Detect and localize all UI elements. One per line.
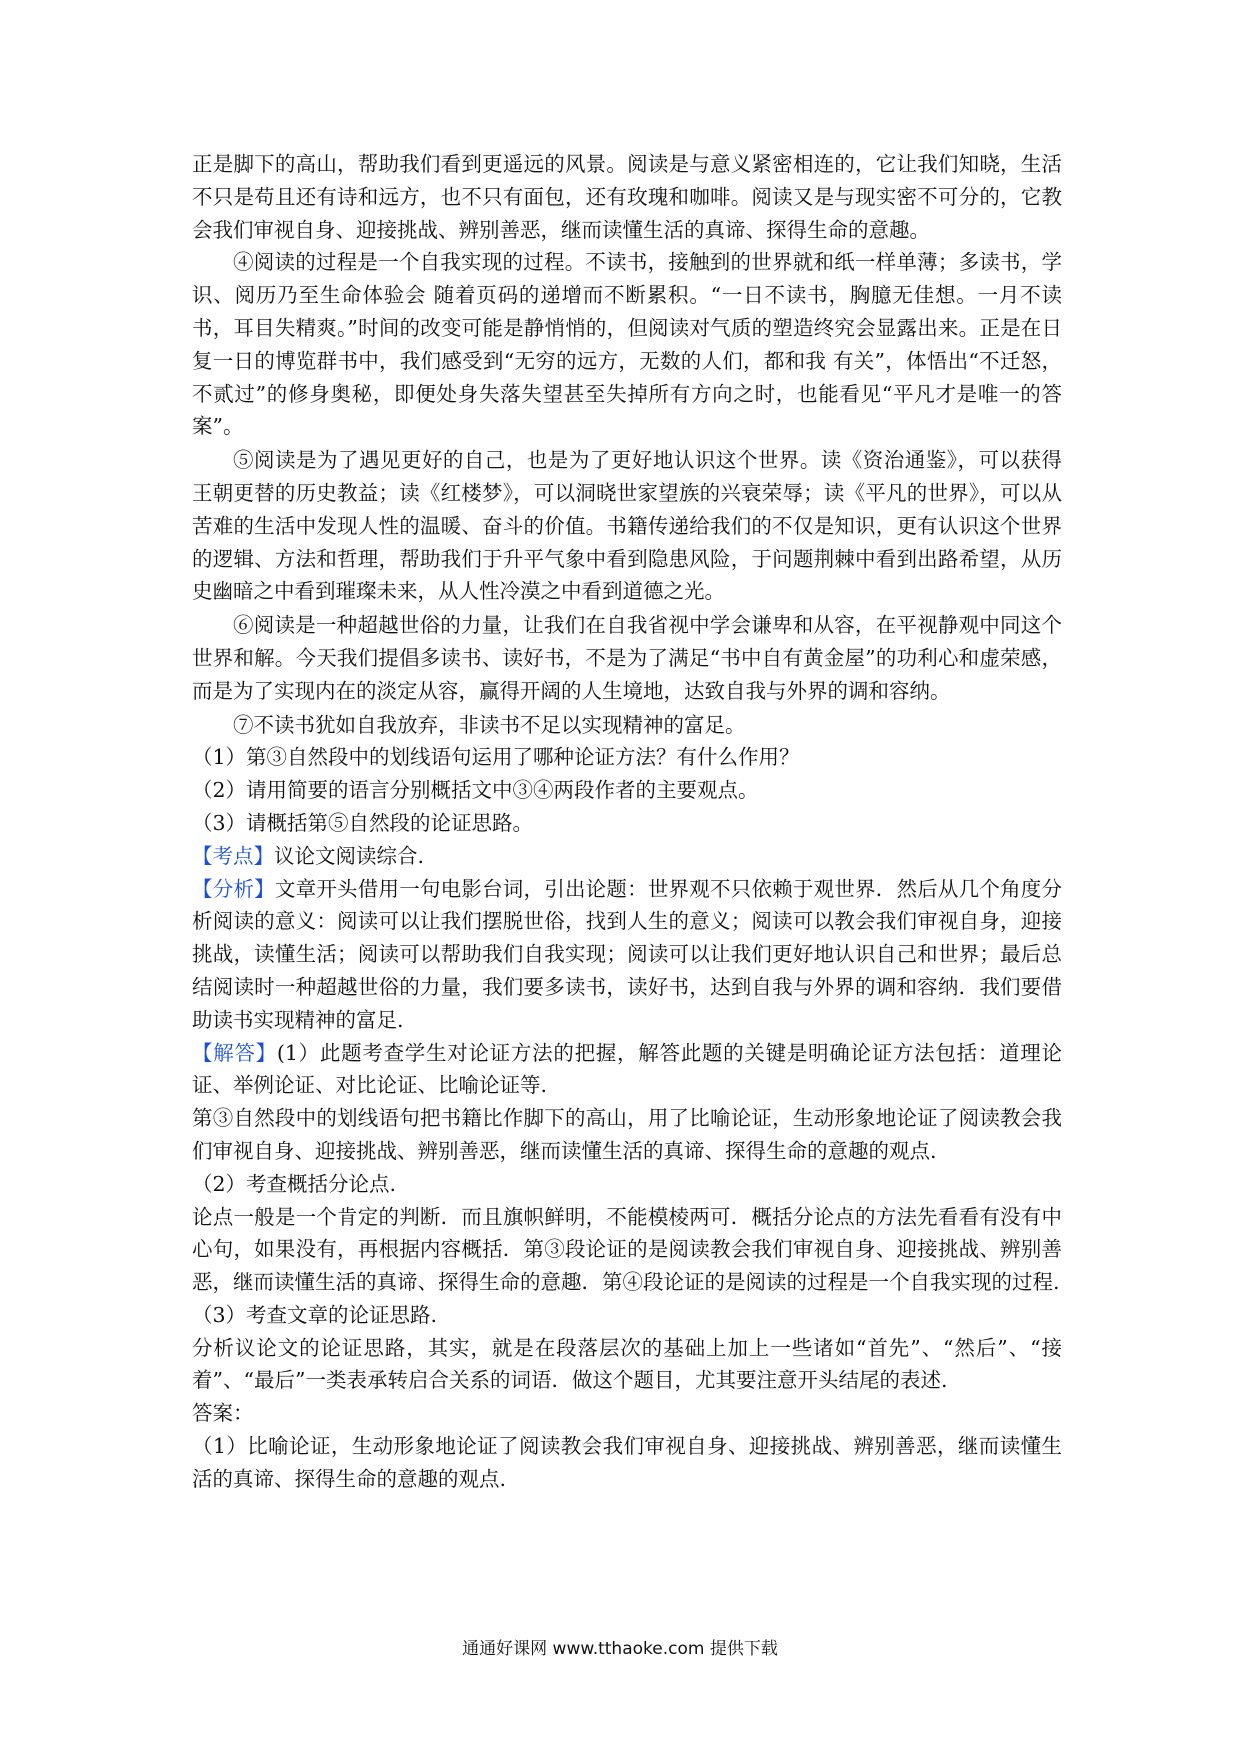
- kaodian-label: 【考点】: [192, 843, 274, 868]
- kaodian-text: 议论文阅读综合.: [274, 843, 425, 868]
- jieda-paragraph-3: （2）考查概括分论点.: [192, 1171, 397, 1196]
- jieda-paragraph-4: 论点一般是一个肯定的判断．而且旗帜鲜明，不能模棱两可．概括分论点的方法先看看有没有中心句，如果没有，再根据内容概括．第③段论证的是阅读教会我们审视自身、迎接挑战、辨别善恶，继而读懂生活的真谛、探得生命的意趣．第④段论证的是阅读的过程是一个自我实现的过程.: [192, 1204, 1062, 1295]
- jieda-paragraph-2: 第③自然段中的划线语句把书籍比作脚下的高山，用了比喻论证，生动形象地论证了阅读教会我们审视自身、迎接挑战、辨别善恶，继而读懂生活的真谛、探得生命的意趣的观点.: [192, 1106, 1062, 1163]
- jieda-paragraph-6: 分析议论文的论证思路，其实，就是在段落层次的基础上加上一些诸如“首先”、“然后”、“接着”、“最后”一类表承转启合关系的词语．做这个题目，尤其要注意开头结尾的表述.: [192, 1335, 1062, 1393]
- paragraph-3-tail: 正是脚下的高山，帮助我们看到更遥远的风景。阅读是与意义紧密相连的，它让我们知晓，生活不只是苟且还有诗和远方，也不只有面包，还有玫瑰和咖啡。阅读又是与现实密不可分的，它教会我们审视自身、迎接挑战、辨别善恶，继而读懂生活的真谛、探得生命的意趣。: [192, 152, 1062, 242]
- paragraph-7: ⑦不读书犹如自我放弃，非读书不足以实现精神的富足。: [233, 712, 746, 737]
- paragraph-6: ⑥阅读是一种超越世俗的力量，让我们在自我省视中学会谦卑和从容，在平视静观中同这个世界和解。今天我们提倡多读书、读好书，不是为了满足“书中自有黄金屋”的功利心和虚荣感，而是为了实现内在的淡定从容，赢得开阔的人生境地，达致自我与外界的调和容纳。: [192, 613, 1062, 703]
- page-footer: 通通好课网 www.tthaoke.com 提供下载: [462, 1639, 778, 1659]
- jieda-section: [192, 1037, 1062, 1103]
- answer-1: （1）比喻论证，生动形象地论证了阅读教会我们审视自身、迎接挑战、辨别善恶，继而读懂生活的真谛、探得生命的意趣的观点.: [192, 1434, 1062, 1491]
- paragraph-4: ④阅读的过程是一个自我实现的过程。不读书，接触到的世界就和纸一样单薄；多读书，学识、阅历乃至生命体验会 随着页码的递增而不断累积。“一日不读书，胸臆无佳想。一月不读书，耳目失精爽。”时间的改变可能是静悄悄的，但阅读对气质的塑造终究会显露出来。正是在日复一日的博览群书中，我们感受到“无穷的远方，无数的人们，都和我 有关”，体悟出“不迁怒，不贰过”的修身奥秘，即便处身失落失望甚至失掉所有方向之时，也能看见“平凡才是唯一的答案”。: [192, 250, 1062, 439]
- paragraph-5: ⑤阅读是为了遇见更好的自己，也是为了更好地认识这个世界。读《资治通鉴》，可以获得王朝更替的历史教益；读《红楼梦》，可以洞晓世家望族的兴衰荣辱；读《平凡的世界》，可以从苦难的生活中发现人性的温暖、奋斗的价值。书籍传递给我们的不仅是知识，更有认识这个世界的逻辑、方法和哲理，帮助我们于升平气象中看到隐患风险，于问题荆棘中看到出路希望，从历史幽暗之中看到璀璨未来，从人性冷漠之中看到道德之光。: [192, 448, 1062, 604]
- jieda-first-text: (1）此题考查学生对论证方法的把握，解答此题的关键是明确论证方法包括：道理论证、举例论证、对比论证、比喻论证等.: [192, 1040, 1063, 1098]
- document-body: [192, 148, 1062, 1496]
- fenxi-text: 文章开头借用一句电影台词，引出论题：世界观不只依赖于观世界．然后从几个角度分析阅读的意义：阅读可以让我们摆脱世俗，找到人生的意义；阅读可以教会我们审视自身，迎接挑战，读懂生活；阅读可以帮助我们自我实现；阅读可以让我们更好地认识自己和世界；最后总结阅读时一种超越世俗的力量，我们要多读书，读好书，达到自我与外界的调和容纳．我们要借助读书实现精神的富足.: [192, 876, 1063, 1032]
- jieda-paragraph-5: （3）考查文章的论证思路.: [192, 1302, 438, 1327]
- answer-heading: 答案：: [192, 1401, 254, 1426]
- question-2: （2）请用简要的语言分别概括文中③④两段作者的主要观点。: [192, 778, 759, 803]
- kaodian-section: [192, 840, 1062, 873]
- question-3: （3）请概括第⑤自然段的论证思路。: [192, 810, 534, 835]
- fenxi-section: [192, 873, 1062, 1037]
- question-1: （1）第③自然段中的划线语句运用了哪种论证方法？有什么作用？: [192, 745, 800, 770]
- jieda-label: 【解答】: [192, 1040, 277, 1065]
- fenxi-label: 【分析】: [192, 876, 275, 901]
